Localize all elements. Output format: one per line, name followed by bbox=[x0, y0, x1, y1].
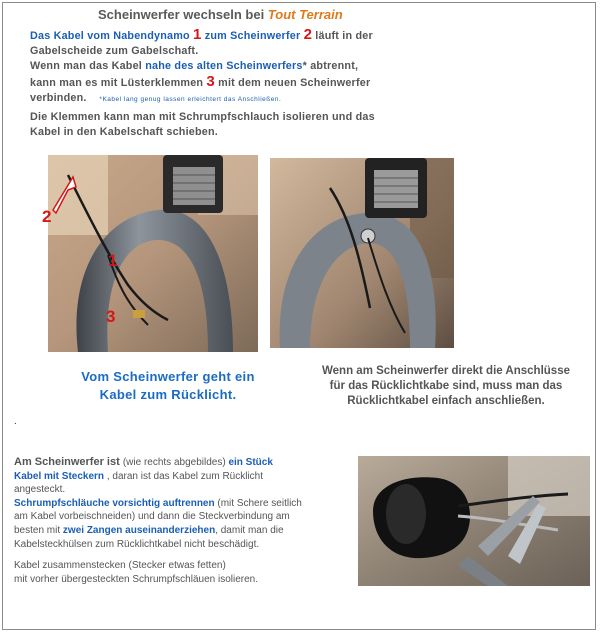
bottom-b2: (mit Schere seitlich bbox=[214, 497, 302, 509]
intro-l1b: zum Scheinwerfer bbox=[201, 30, 304, 42]
photo-label-1: 1 bbox=[108, 251, 118, 270]
photo-fork-labeled bbox=[42, 155, 258, 352]
bottom-c1: Kabel zusammenstecken bbox=[14, 560, 126, 572]
caption-left-l2: Kabel zum Rücklicht. bbox=[99, 387, 237, 402]
caption-right bbox=[300, 364, 592, 409]
page-title bbox=[98, 7, 343, 22]
intro-l3c: * abtrennt, bbox=[302, 60, 359, 72]
bottom-b4: besten mit bbox=[14, 524, 63, 536]
photo-label-3: 3 bbox=[106, 307, 116, 326]
intro-l1a: Das Kabel vom Nabendynamo bbox=[30, 30, 193, 42]
bottom-c2: (Stecker etwas fetten) bbox=[125, 560, 226, 572]
intro-l2: Gabelscheide zum Gabelschaft. bbox=[30, 45, 199, 57]
bottom-a2: (wie rechts abgebildes) bbox=[122, 457, 229, 468]
photo-label-2: 2 bbox=[42, 207, 52, 226]
caption-left-l1: Vom Scheinwerfer geht ein bbox=[81, 369, 255, 384]
intro-note: *Kabel lang genug lassen erleichtert das Anschließen. bbox=[99, 96, 282, 103]
intro-l3b: nahe des alten Scheinwerfers bbox=[145, 60, 303, 72]
bottom-c3: mit vorher übergesteckten Schrumpfschläuen isolieren. bbox=[14, 573, 259, 585]
intro-l5: verbinden. bbox=[30, 92, 87, 104]
bottom-b7: Kabelsteckhülsen zum Rücklichtkabel nicht beschädigt. bbox=[14, 538, 260, 550]
caption-right-l3: Rücklichtkabel einfach anschließen. bbox=[347, 395, 545, 407]
intro-l3a: Wenn man das Kabel bbox=[30, 60, 146, 72]
number-2: 2 bbox=[303, 26, 313, 43]
bottom-a6: angesteckt. bbox=[14, 484, 66, 496]
intro-l4b: mit dem neuen Scheinwerfer bbox=[214, 77, 371, 89]
photo-pliers-image bbox=[358, 456, 590, 586]
stray-dot: . bbox=[14, 416, 17, 427]
photo-pliers bbox=[358, 456, 590, 586]
bottom-a4: Kabel mit Steckern bbox=[14, 470, 105, 482]
caption-right-l2: für das Rücklichtkabe sind, muss man das bbox=[329, 380, 563, 392]
number-1: 1 bbox=[193, 26, 202, 43]
intro-paragraph bbox=[30, 27, 430, 107]
caption-left bbox=[68, 368, 268, 404]
title-main: Scheinwerfer wechseln bei bbox=[98, 7, 268, 22]
shrink-l1: Die Klemmen kann man mit Schrumpfschlauch isolieren und das bbox=[30, 111, 375, 123]
bottom-b6: , damit man die bbox=[215, 524, 284, 536]
bottom-b5: zwei Zangen auseinanderziehen bbox=[62, 524, 216, 536]
bottom-b1: Schrumpfschläuche vorsichtig auftrennen bbox=[14, 497, 215, 509]
number-3: 3 bbox=[206, 73, 215, 90]
intro-l1c: läuft in der bbox=[312, 30, 373, 42]
intro-l4a: kann man es mit Lüsterklemmen bbox=[30, 77, 207, 89]
photo-fork-connector bbox=[270, 158, 454, 348]
bottom-a3: ein Stück bbox=[228, 457, 273, 468]
bottom-a1: Am Scheinwerfer ist bbox=[14, 456, 123, 468]
bottom-paragraph bbox=[14, 456, 354, 586]
bottom-b3: am Kabel vorbeischneiden) und dann die Steckverbindung am bbox=[14, 511, 290, 523]
photo-fork-labeled-image bbox=[48, 155, 258, 352]
title-brand: Tout Terrain bbox=[267, 7, 343, 22]
bottom-a5: , daran ist das Kabel zum Rücklicht bbox=[104, 470, 264, 482]
shrink-l2: Kabel in den Kabelschaft schieben. bbox=[30, 126, 218, 138]
shrink-paragraph bbox=[30, 110, 430, 140]
caption-right-l1: Wenn am Scheinwerfer direkt die Anschlüsse bbox=[322, 365, 570, 377]
photo-fork-connector-image bbox=[270, 158, 454, 348]
